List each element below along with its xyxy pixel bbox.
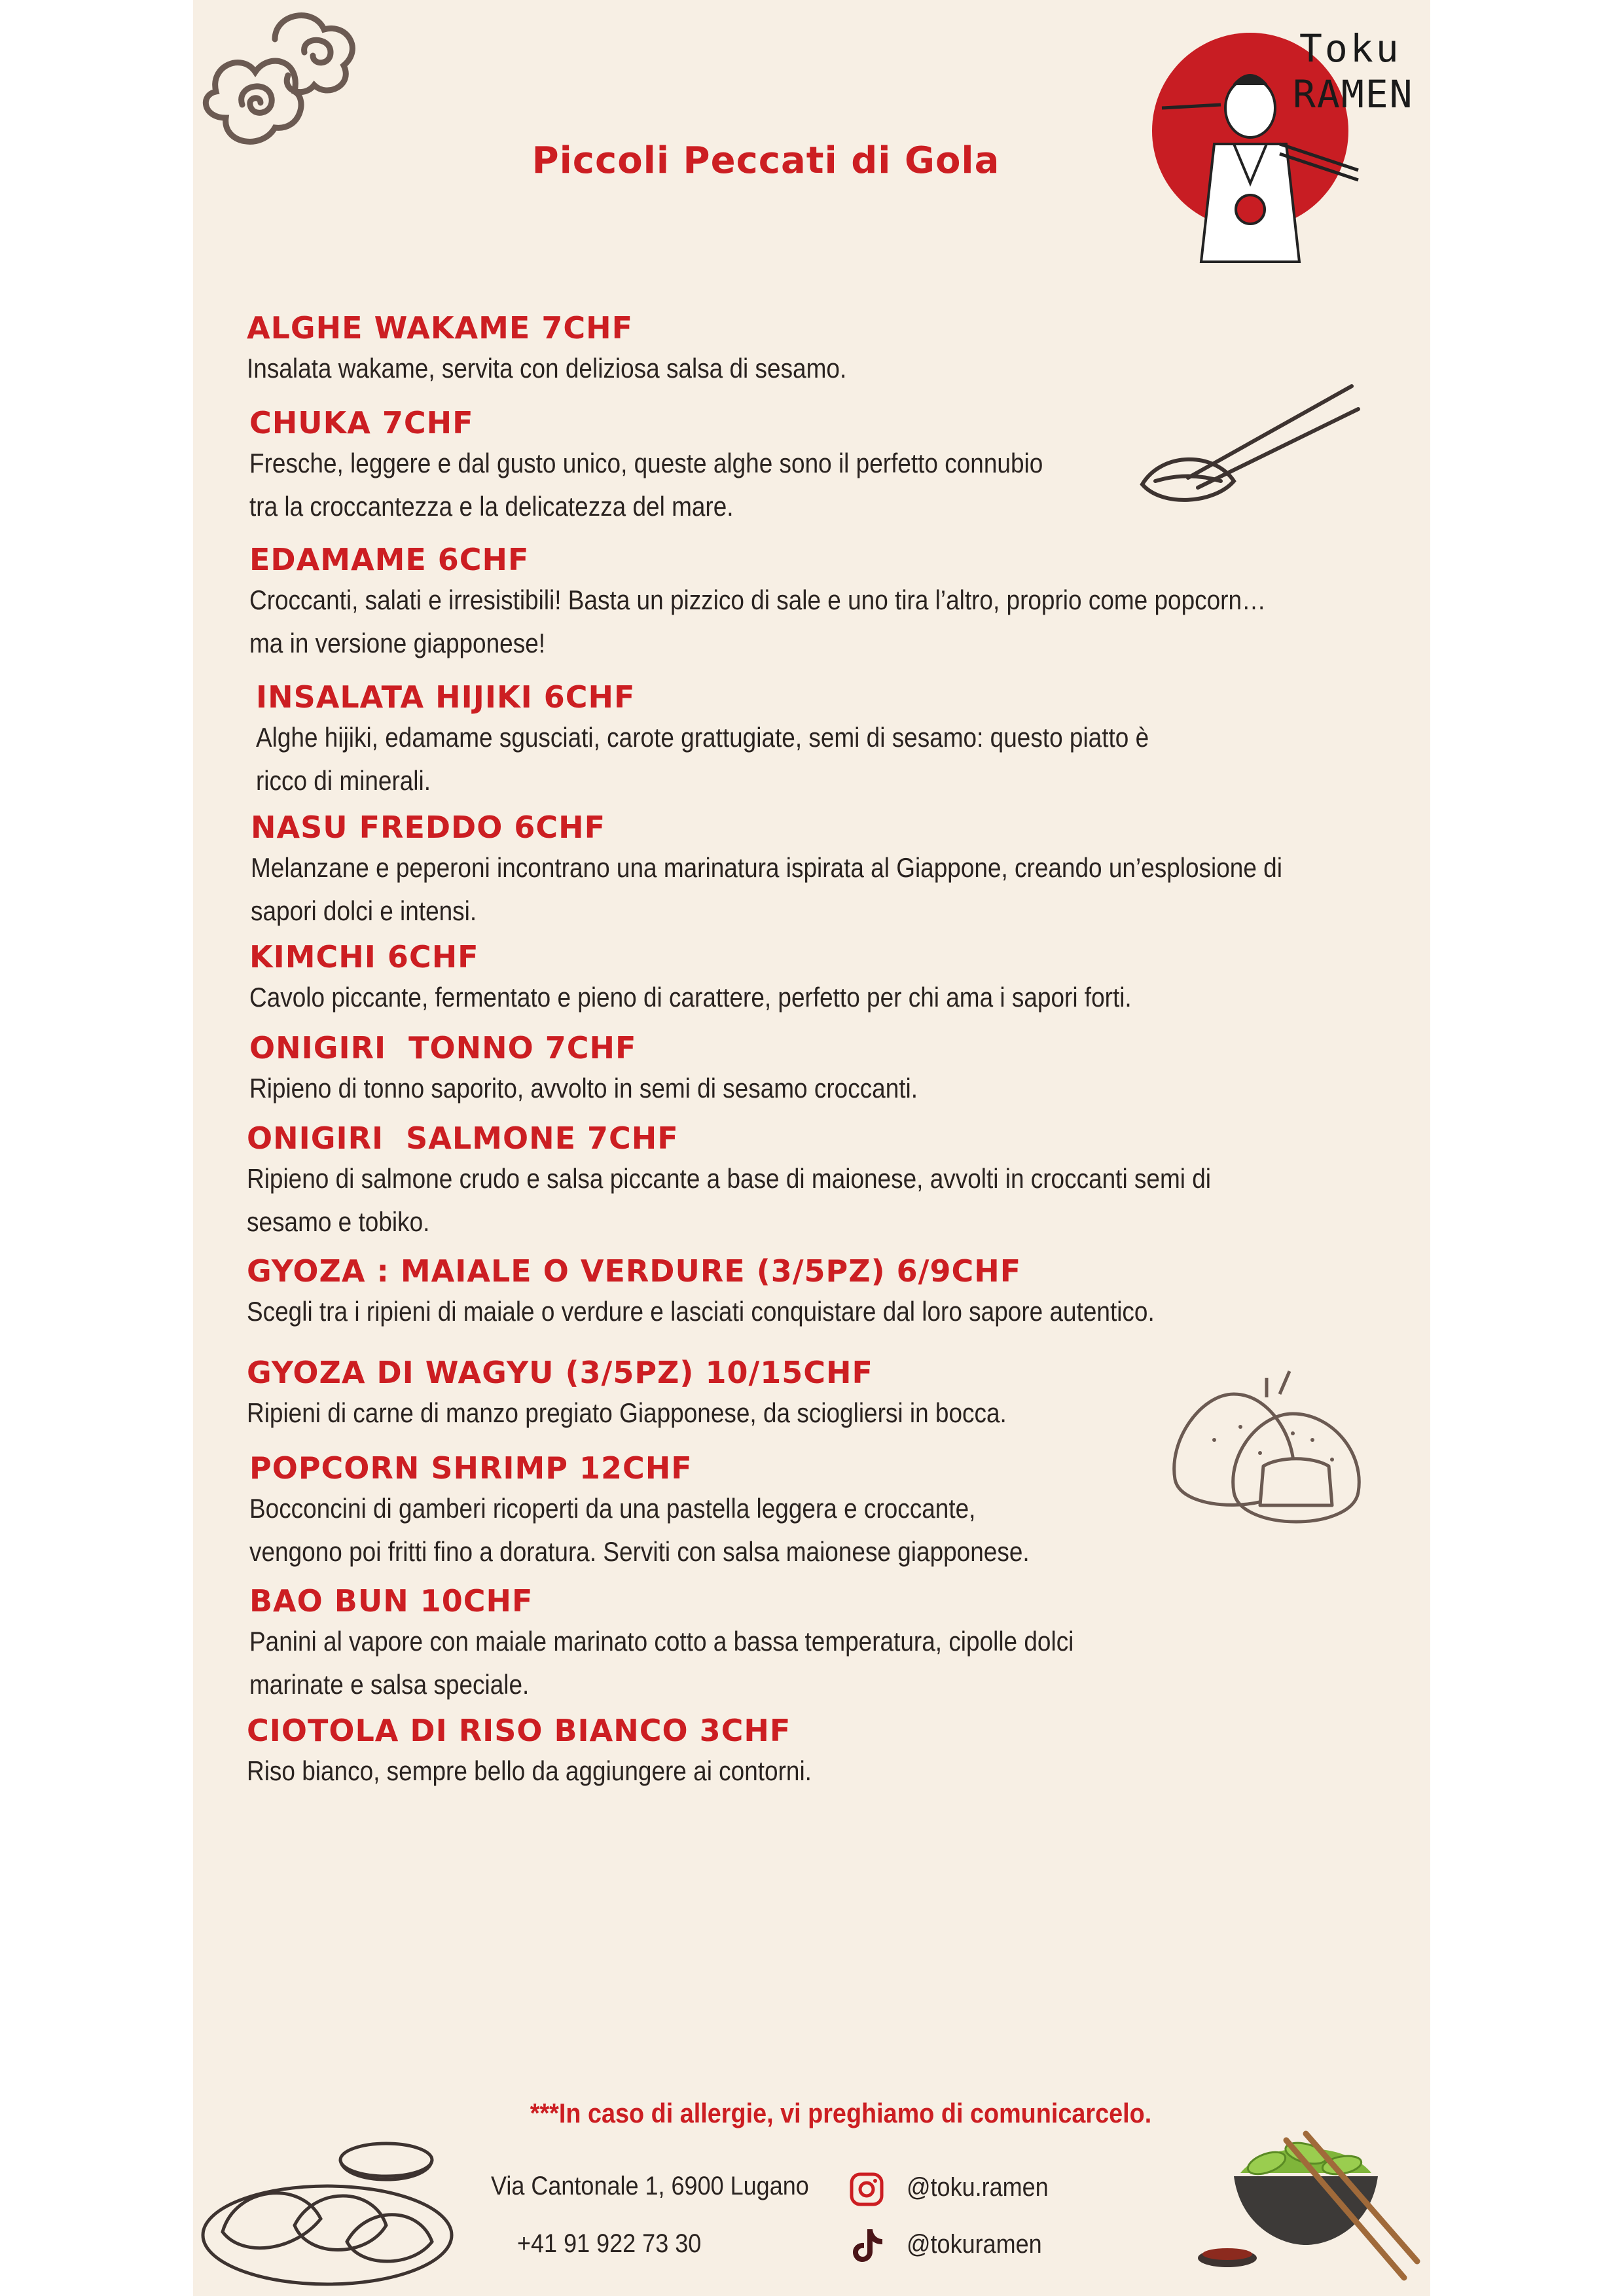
item-name: CHUKA 7CHF [249, 405, 474, 440]
toku-ramen-logo [1136, 13, 1424, 288]
tiktok-icon[interactable] [852, 2227, 884, 2263]
menu-item [247, 1252, 1373, 1333]
item-description: Cavolo piccante, fermentato e pieno di carattere, perfetto per chi ama i sapori forti. [249, 982, 1132, 1013]
logo-text-line2: RAMEN [1293, 72, 1414, 117]
menu-item [247, 309, 1373, 390]
menu-item [256, 678, 1382, 802]
item-name: POPCORN SHRIMP 12CHF [249, 1450, 693, 1486]
menu-item [249, 1029, 1375, 1110]
menu-item [249, 1582, 1375, 1706]
item-name: ONIGIRI TONNO 7CHF [249, 1030, 637, 1066]
item-description: Ripieni di carne di manzo pregiato Giapponese, da sciogliersi in bocca. [247, 1397, 1007, 1428]
item-description: Panini al vapore con maiale marinato cotto a bassa temperatura, cipolle dolci marinate e salsa speciale. [249, 1626, 1074, 1700]
item-description: Ripieno di salmone crudo e salsa piccante a base di maionese, avvolti in croccanti semi di sesamo e tobiko. [247, 1163, 1212, 1237]
item-description: Alghe hijiki, edamame sgusciati, carote grattugiate, semi di sesamo: questo piatto è ricco di minerali. [256, 722, 1149, 796]
menu-page [193, 0, 1430, 2296]
item-name: INSALATA HIJIKI 6CHF [256, 679, 636, 715]
item-description: Fresche, leggere e dal gusto unico, queste alghe sono il perfetto connubio tra la croccantezza e la delicatezza del mare. [249, 448, 1043, 522]
tiktok-handle[interactable]: @tokuramen [907, 2230, 1042, 2259]
menu-item [249, 938, 1375, 1019]
item-name: NASU FREDDO 6CHF [251, 810, 606, 845]
item-description: Bocconcini di gamberi ricoperti da una pastella leggera e croccante, vengono poi fritti fino a doratura. Serviti con salsa maionese giapponese. [249, 1493, 1030, 1567]
item-name: KIMCHI 6CHF [249, 939, 479, 975]
item-name: CIOTOLA DI RISO BIANCO 3CHF [247, 1713, 791, 1748]
item-name: GYOZA DI WAGYU (3/5PZ) 10/15CHF [247, 1355, 873, 1390]
item-name: BAO BUN 10CHF [249, 1583, 533, 1619]
menu-item [247, 1712, 1373, 1793]
item-description: Riso bianco, sempre bello da aggiungere ai contorni. [247, 1755, 812, 1786]
edamame-bowl-icon [1175, 2114, 1424, 2291]
instagram-icon[interactable] [849, 2172, 884, 2207]
instagram-handle[interactable]: @toku.ramen [907, 2173, 1049, 2202]
menu-item [249, 541, 1375, 665]
menu-item [249, 404, 1375, 528]
item-name: ALGHE WAKAME 7CHF [247, 310, 634, 346]
dumplings-plate-icon [196, 2127, 484, 2291]
item-description: Scegli tra i ripieni di maiale o verdure e lasciati conquistare dal loro sapore autentico. [247, 1296, 1155, 1327]
item-description: Melanzane e peperoni incontrano una marinatura ispirata al Giappone, creando un’esplosione di sapori dolci e intensi. [251, 852, 1282, 926]
item-name: EDAMAME 6CHF [249, 542, 530, 577]
phone-number: +41 91 922 73 30 [517, 2229, 702, 2258]
item-name: GYOZA : MAIALE O VERDURE (3/5PZ) 6/9CHF [247, 1253, 1022, 1289]
item-description: Croccanti, salati e irresistibili! Basta un pizzico di sale e uno tira l’altro, proprio come popcorn… ma in versione giapponese! [249, 584, 1267, 658]
onigiri-icon [1162, 1368, 1378, 1545]
item-name: ONIGIRI SALMONE 7CHF [247, 1121, 679, 1156]
logo-text-line1: Toku [1299, 26, 1401, 71]
item-description: Insalata wakame, servita con deliziosa salsa di sesamo. [247, 353, 847, 384]
allergy-note: ***In caso di allergie, vi preghiamo di comunicarcelo. [530, 2098, 1152, 2128]
page-title: Piccoli Peccati di Gola [532, 139, 1000, 182]
menu-item [251, 808, 1377, 933]
menu-item [247, 1119, 1373, 1244]
address: Via Cantonale 1, 6900 Lugano [491, 2172, 809, 2200]
item-description: Ripieno di tonno saporito, avvolto in semi di sesamo croccanti. [249, 1073, 918, 1103]
